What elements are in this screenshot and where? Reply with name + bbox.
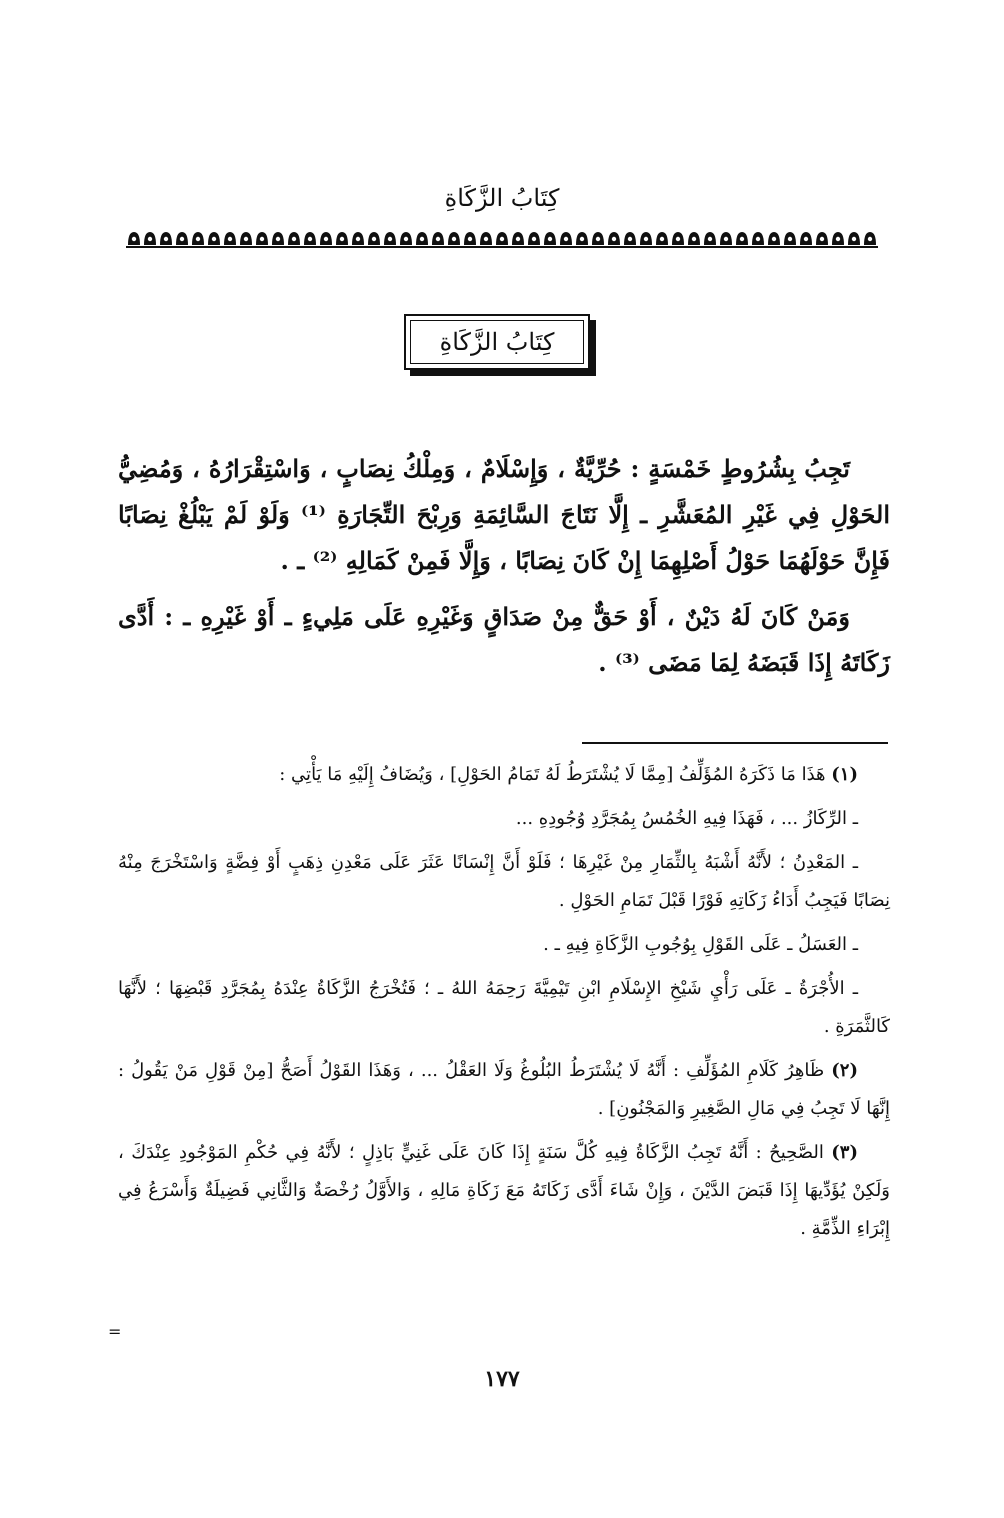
- footnote-number: (٢): [831, 1060, 858, 1081]
- footnote-1-item: [118, 844, 890, 920]
- footnote-3: [118, 1134, 890, 1248]
- ornament-dot: [772, 237, 776, 241]
- ornament-dot: [596, 237, 600, 241]
- ornament-dot: [660, 237, 664, 241]
- footnote-text: ـ المَعْدِنُ ؛ لأَنَّهُ أَشْبَهُ بِالثِّمَارِ مِنْ غَيْرِهَا ؛ فَلَوْ أَنَّ إِنْسَانًا عَثَرَ عَلَى مَعْدِنِ ذِهَبٍ أَوْ فِضَّةٍ وَاسْتَخْرَجَ مِنْهُ نِصَابًا فَيَجِبُ أَدَاءُ زَكَاتِهِ فَوْرًا قَبْلَ تَمَامِ الحَوْلِ .: [118, 852, 890, 911]
- ornament-dot: [804, 237, 808, 241]
- ornament-dot: [356, 237, 360, 241]
- ornament-dot: [676, 237, 680, 241]
- ornament-dot: [500, 237, 504, 241]
- ornament-dot: [196, 237, 200, 241]
- ornament-dot: [260, 237, 264, 241]
- ornament-dot: [516, 237, 520, 241]
- footnote-1-item: [118, 926, 890, 964]
- ornament-dot: [788, 237, 792, 241]
- footnote-text: الصَّحِيحُ : أَنَّهُ تَجِبُ الزَّكَاةُ فِيهِ كُلَّ سَنَةٍ إِذَا كَانَ عَلَى غَنِيٍّ بَاذِلٍ ؛ لأَنَّهُ فِي حُكْمِ المَوْجُودِ عِنْدَكَ ، وَلَكِنْ يُؤَدِّيهَا إِذَا قَبَضَ الدَّيْنَ ، وَإِنْ شَاءَ أَدَّى زَكَاتَهُ مَعَ زَكَاةِ مَالِهِ ، وَالأَوَّلُ رُخْصَةٌ وَالثَّانِي فَضِيلَةٌ وَأَسْرَعُ فِي إِبْرَاءِ الذِّمَّةِ .: [118, 1142, 890, 1239]
- footnote-text: ـ العَسَلُ ـ عَلَى القَوْلِ بِوُجُوبِ الزَّكَاةِ فِيهِ ـ .: [543, 934, 858, 955]
- footnote-2: [118, 1052, 890, 1128]
- ornament-dot: [148, 237, 152, 241]
- ornament-dot: [740, 237, 744, 241]
- ornament-dot: [612, 237, 616, 241]
- ornament-icon: [126, 228, 878, 250]
- footnote-1: [118, 756, 890, 794]
- footnote-separator: [582, 742, 888, 744]
- continuation-mark: =: [108, 1322, 122, 1341]
- ornament-dot: [180, 237, 184, 241]
- running-head: كِتَابُ الزَّكَاةِ: [444, 184, 560, 212]
- ornament-dot: [644, 237, 648, 241]
- ornament-dot: [692, 237, 696, 241]
- chapter-title-frame: [404, 314, 590, 370]
- ornamental-border: [126, 228, 878, 250]
- ornament-dot: [564, 237, 568, 241]
- footnote-text: هَذَا مَا ذَكَرَهُ المُؤَلِّفُ [مِمَّا لَا يُشْتَرَطُ لَهُ تَمَامُ الحَوْلِ] ، وَيُضَافُ إِلَيْهِ مَا يَأْتِي :: [279, 764, 826, 785]
- ornament-dot: [548, 237, 552, 241]
- ornament-dot: [420, 237, 424, 241]
- ornament-dot: [868, 237, 872, 241]
- ornament-dot: [724, 237, 728, 241]
- footnote-text: ـ الرِّكَازُ ... ، فَهَذَا فِيهِ الخُمُسُ بِمُجَرَّدِ وُجُودِهِ ...: [515, 808, 858, 829]
- ornament-dot: [228, 237, 232, 241]
- ornament-dot: [852, 237, 856, 241]
- ornament-dot: [436, 237, 440, 241]
- chapter-title: كِتَابُ الزَّكَاةِ: [439, 328, 555, 356]
- page-number: ١٧٧: [484, 1366, 520, 1392]
- footnotes: [118, 756, 890, 1254]
- footnote-1-item: [118, 800, 890, 838]
- footnote-1-item: [118, 970, 890, 1046]
- paragraph-debt: وَمَنْ كَانَ لَهُ دَيْنٌ ، أَوْ حَقٌّ مِنْ صَدَاقٍ وَغَيْرِهِ عَلَى مَلِيءٍ ـ أَوْ غَيْرِهِ ـ : أَدَّى زَكَاتَهُ إِذَا قَبَضَهُ لِمَا مَضَى ⁽³⁾ .: [118, 602, 890, 677]
- ornament-dot: [532, 237, 536, 241]
- footnote-number: (٣): [831, 1142, 858, 1163]
- footnote-number: (١): [831, 764, 858, 785]
- ornament-dot: [756, 237, 760, 241]
- ornament-dot: [388, 237, 392, 241]
- ornament-dot: [292, 237, 296, 241]
- ornament-dot: [372, 237, 376, 241]
- ornament-dot: [580, 237, 584, 241]
- ornament-dot: [836, 237, 840, 241]
- footnote-text: ظَاهِرُ كَلَامِ المُؤَلِّفِ : أَنَّهُ لَا يُشْتَرَطُ البُلُوغُ وَلَا العَقْلُ ... ، وَهَذَا القَوْلُ أَصَحُّ [مِنْ قَوْلِ مَنْ يَقُولُ : إِنَّهَا لَا تَجِبُ فِي مَالِ الصَّغِيرِ وَالمَجْنُونِ] .: [118, 1060, 890, 1119]
- ornament-dot: [324, 237, 328, 241]
- ornament-dot: [244, 237, 248, 241]
- ornament-dot: [628, 237, 632, 241]
- ornament-dot: [340, 237, 344, 241]
- footnote-text: ـ الأُجْرَةُ ـ عَلَى رَأْيِ شَيْخِ الإِسْلَامِ ابْنِ تَيْمِيَّةَ رَحِمَهُ اللهُ ـ ؛ فَتُخْرَجُ الزَّكَاةُ عِنْدَهُ بِمُجَرَّدِ قَبْضِهَا ؛ لأَنَّهَا كَالثَّمَرَةِ .: [118, 978, 890, 1037]
- main-text: [118, 446, 890, 696]
- ornament-dot: [452, 237, 456, 241]
- paragraph-conditions: تَجِبُ بِشُرُوطٍ خَمْسَةٍ : حُرِّيَّةٌ ، وَإِسْلَامٌ ، وَمِلْكُ نِصَابٍ ، وَاسْتِقْرَارُهُ ، وَمُضِيُّ الحَوْلِ فِي غَيْرِ المُعَشَّرِ ـ إِلَّا نَتَاجَ السَّائِمَةِ وَرِبْحَ التِّجَارَةِ ⁽¹⁾ وَلَوْ لَمْ يَبْلُغْ نِصَابًا فَإِنَّ حَوْلَهُمَا حَوْلُ أَصْلِهِمَا إِنْ كَانَ نِصَابًا ، وَإِلَّا فَمِنْ كَمَالِهِ ⁽²⁾ ـ .: [118, 454, 891, 575]
- ornament-dot: [164, 237, 168, 241]
- ornament-dot: [484, 237, 488, 241]
- ornament-dot: [404, 237, 408, 241]
- ornament-dot: [820, 237, 824, 241]
- ornament-dot: [212, 237, 216, 241]
- ornament-dot: [468, 237, 472, 241]
- ornament-dot: [132, 237, 136, 241]
- ornament-dot: [308, 237, 312, 241]
- ornament-dot: [708, 237, 712, 241]
- ornament-dot: [276, 237, 280, 241]
